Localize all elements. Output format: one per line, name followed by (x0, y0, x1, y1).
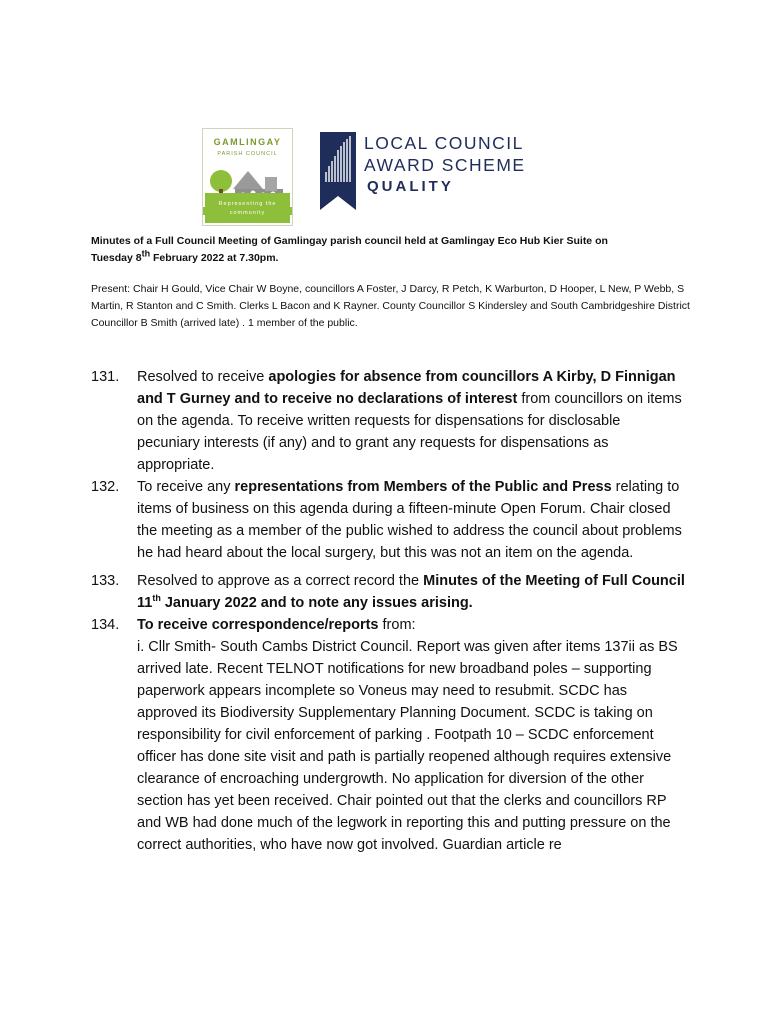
minute-item-134 (91, 614, 691, 856)
item-body (137, 570, 687, 614)
title-line-1: Minutes of a Full Council Meeting of Gamlingay parish council held at Gamlingay Eco Hub Kier Suite on (91, 235, 608, 247)
award-line-1: LOCAL COUNCIL (364, 133, 524, 153)
item-text: from: (378, 617, 416, 633)
title-date-sup: th (141, 248, 151, 259)
minute-item-133 (91, 570, 691, 614)
item-text: To receive any (137, 479, 235, 495)
item-number: 133. (91, 573, 120, 589)
logo-subtitle: PARISH COUNCIL (217, 151, 278, 157)
award-scheme-logo (320, 130, 526, 212)
item-text: relating to items of business on this agenda during a fifteen-minute Open Forum. Chair closed the meeting as a member of the public wished to address the council about problems he had heard about the local surgery, but this was not an item on the agenda. (137, 479, 682, 561)
item-body (137, 476, 687, 564)
item-number: 134. (91, 617, 120, 633)
minutes-items (91, 366, 691, 856)
item-text: Resolved to receive (137, 369, 269, 385)
item-bold-text: representations from Members of the Public and Press (234, 479, 612, 495)
award-ribbon-icon (320, 132, 356, 210)
item-sup: th (152, 593, 161, 604)
parish-council-logo (202, 128, 293, 226)
item-number: 132. (91, 479, 120, 495)
item-body (137, 366, 687, 476)
logo-name: GAMLINGAY (213, 137, 282, 147)
item-body (137, 614, 687, 856)
award-quality: QUALITY (367, 178, 454, 195)
minutes-title (91, 233, 691, 267)
item-bold-text: To receive correspondence/reports (137, 617, 379, 633)
tagline-line-2: community (229, 210, 266, 216)
attendees-paragraph: Present: Chair H Gould, Vice Chair W Boyne, councillors A Foster, J Darcy, R Petch, K Warburton, D Hooper, L New, P Webb, S Martin, R Stanton and C Smith. Clerks L Bacon and K Rayner. County Councillor S Kindersley and South Cambridgeshire District Councillor B Smith (arrived late) . 1 member of the public. (91, 283, 690, 329)
minute-item-132 (91, 476, 691, 564)
award-line-2: AWARD SCHEME (364, 155, 526, 175)
item-text: Resolved to approve as a correct record the (137, 573, 424, 589)
item-text: from councillors on items on the agenda. To receive written requests for dispensations for disclosable pecuniary interests (if any) and to grant any requests for dispensations as appropriate. (137, 391, 682, 473)
item-paragraph: i. Cllr Smith- South Cambs District Council. Report was given after items 137ii as BS arrived late. Recent TELNOT notifications for new broadband poles – supporting paperwork appears incomplete so Voneus may need to resubmit. SCDC has approved its Biodiversity Supplementary Planning Document. SCDC is taking on responsibility for civil enforcement of parking . Footpath 10 – SCDC enforcement officer has done site visit and path is partially reopened although requires extensive clearance of encroaching undergrowth. No application for diversion of the other section has yet been received. Chair pointed out that the clerks and councillors RP and WB had done much of the legwork in reporting this and putting pressure on the correct authorities, who have now got involved. Guardian article re (137, 639, 678, 853)
tagline-line-1: Representing the (218, 201, 277, 207)
item-bold-text: apologies for absence from councillors A Kirby, D Finnigan and T Gurney and to receive no declarations of interest (137, 369, 676, 407)
item-bold-part: Minutes of the Meeting of Full Council 11 (137, 573, 685, 611)
title-date-a: Tuesday 8 (91, 252, 142, 264)
item-number: 131. (91, 369, 120, 385)
minute-item-131 (91, 366, 691, 476)
title-date-b: February 2022 at 7.30pm. (150, 252, 279, 264)
tagline-band (205, 193, 290, 223)
item-bold-part: January 2022 and to note any issues arising. (160, 595, 473, 611)
